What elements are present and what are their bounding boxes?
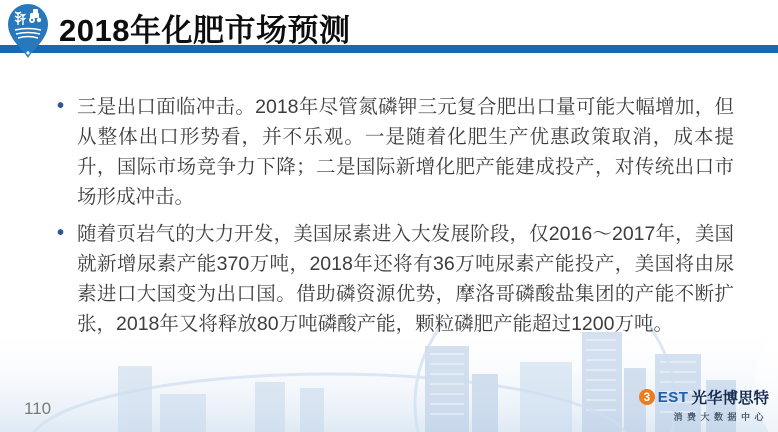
bullet-item bbox=[56, 92, 734, 212]
brand-logo bbox=[639, 386, 769, 423]
map-pin-agriculture-logo-icon bbox=[7, 3, 49, 59]
bullet-list bbox=[56, 92, 734, 346]
bullet-dot-icon: • bbox=[57, 95, 65, 117]
bullet-text: 随着页岩气的大力开发，美国尿素进入大发展阶段，仅2016～2017年，美国就新增尿素产能370万吨，2018年还将有36万吨尿素产能投产，美国将由尿素进口大国变为出口国。借助磷资源优势，摩洛哥磷酸盐集团的产能不断扩张，2018年又将释放80万吨磷酸产能，颗粒磷肥产能超过1200万吨。 bbox=[77, 223, 734, 335]
bullet-text: 三是出口面临冲击。2018年尽管氮磷钾三元复合肥出口量可能大幅增加，但从整体出口形势看，并不乐观。一是随着化肥生产优惠政策取消，成本提升，国际市场竞争力下降；二是国际新增化肥产能建成投产，对传统出口市场形成冲击。 bbox=[77, 96, 734, 208]
brand-est-text: EST bbox=[657, 388, 689, 406]
bullet-item bbox=[56, 219, 734, 339]
brand-subtitle: 消费大数据中心 bbox=[673, 412, 768, 422]
brand-name: 光华博思特 bbox=[691, 390, 769, 407]
bullet-dot-icon: • bbox=[57, 222, 65, 244]
best-brand-mark-icon: 3 bbox=[639, 389, 655, 405]
page-title: 2018年化肥市场预测 bbox=[59, 13, 351, 48]
page-number: 110 bbox=[24, 399, 52, 418]
